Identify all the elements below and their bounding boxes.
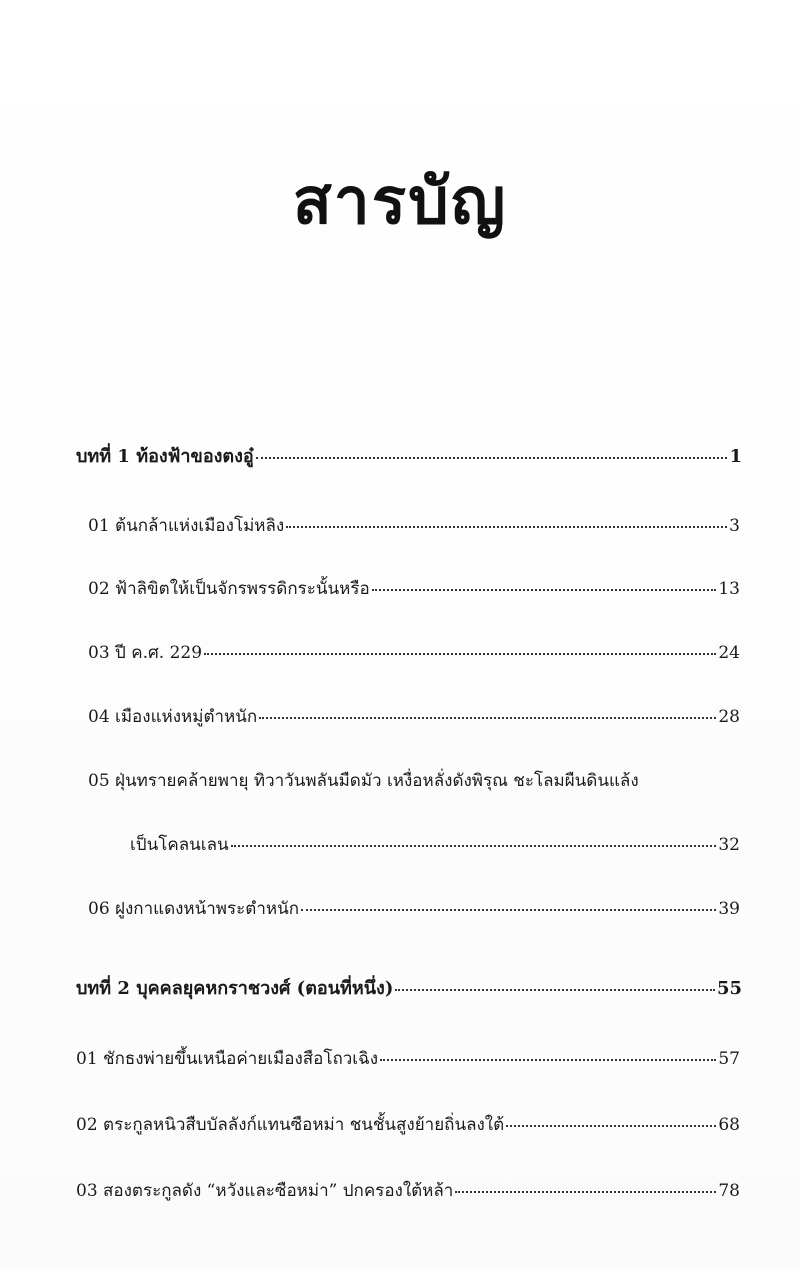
toc-entry-first-line [88,770,639,792]
dot-leader [395,989,715,991]
dot-leader [204,653,716,655]
toc-entry-label: 04 เมืองแห่งหมู่ตำหนัก [88,707,258,727]
toc-chapter-2 [76,978,742,1000]
dot-leader [372,589,717,591]
toc-page-number: 24 [718,643,740,663]
toc-page-number: 13 [718,579,740,599]
toc-page-number: 57 [718,1049,740,1069]
toc-entry-label: 02 ฟ้าลิขิตให้เป็นจักรพรรดิกระนั้นหรือ [88,579,370,599]
toc-entry-label: 02 ตระกูลหนิวสืบบัลลังก์แทนซือหม่า ชนชั้นสูงย้ายถิ่นลงใต้ [76,1115,505,1135]
toc-page-number: 78 [718,1181,740,1201]
dot-leader [455,1191,716,1193]
toc-entry-label: 03 ปี ค.ศ. 229 [88,643,203,663]
dot-leader [231,845,717,847]
page-title: สารบัญ [292,165,508,239]
toc-entry [88,898,740,920]
dot-leader [259,717,716,719]
toc-entry-label: 01 ชักธงพ่ายขึ้นเหนือค่ายเมืองสือโถวเฉิง [76,1049,378,1069]
toc-entry [76,1114,740,1136]
toc-entry-label: 03 สองตระกูลดัง “หวังและซือหม่า” ปกครองใต้หล้า [76,1181,454,1201]
toc-entry [88,642,740,664]
toc-page-number: 68 [718,1115,740,1135]
dot-leader [301,909,716,911]
toc-page-number: 1 [729,446,742,467]
toc-entry-continuation [130,834,740,856]
dot-leader [506,1125,716,1127]
toc-page-number: 39 [718,899,740,919]
toc-entry [88,706,740,728]
toc-entry-label: 06 ฝูงกาแดงหน้าพระตำหนัก [88,899,299,919]
dot-leader [380,1059,716,1061]
toc-entry-label: เป็นโคลนเลน [130,835,229,855]
toc-entry-label: บทที่ 2 บุคคลยุคหกราชวงศ์ (ตอนที่หนึ่ง) [76,978,394,999]
toc-page-number: 55 [716,978,742,999]
dot-leader [256,457,728,459]
toc-entry-label: บทที่ 1 ท้องฟ้าของตงอู๋ [76,446,254,467]
toc-chapter-1 [76,446,742,468]
toc-page-number: 28 [718,707,740,727]
toc-page-number: 32 [718,835,740,855]
toc-entry [76,1180,740,1202]
dot-leader [286,526,727,528]
toc-entry-label: 05 ฝุ่นทรายคล้ายพายุ ทิวาวันพลันมืดมัว เหงื่อหลั่งดังพิรุณ ชะโลมผืนดินแล้ง [88,771,639,791]
toc-page-number: 3 [729,516,740,536]
toc-entry [88,515,740,537]
toc-entry-label: 01 ต้นกล้าแห่งเมืองโม่หลิง [88,516,285,536]
toc-entry [76,1048,740,1070]
toc-entry [88,578,740,600]
